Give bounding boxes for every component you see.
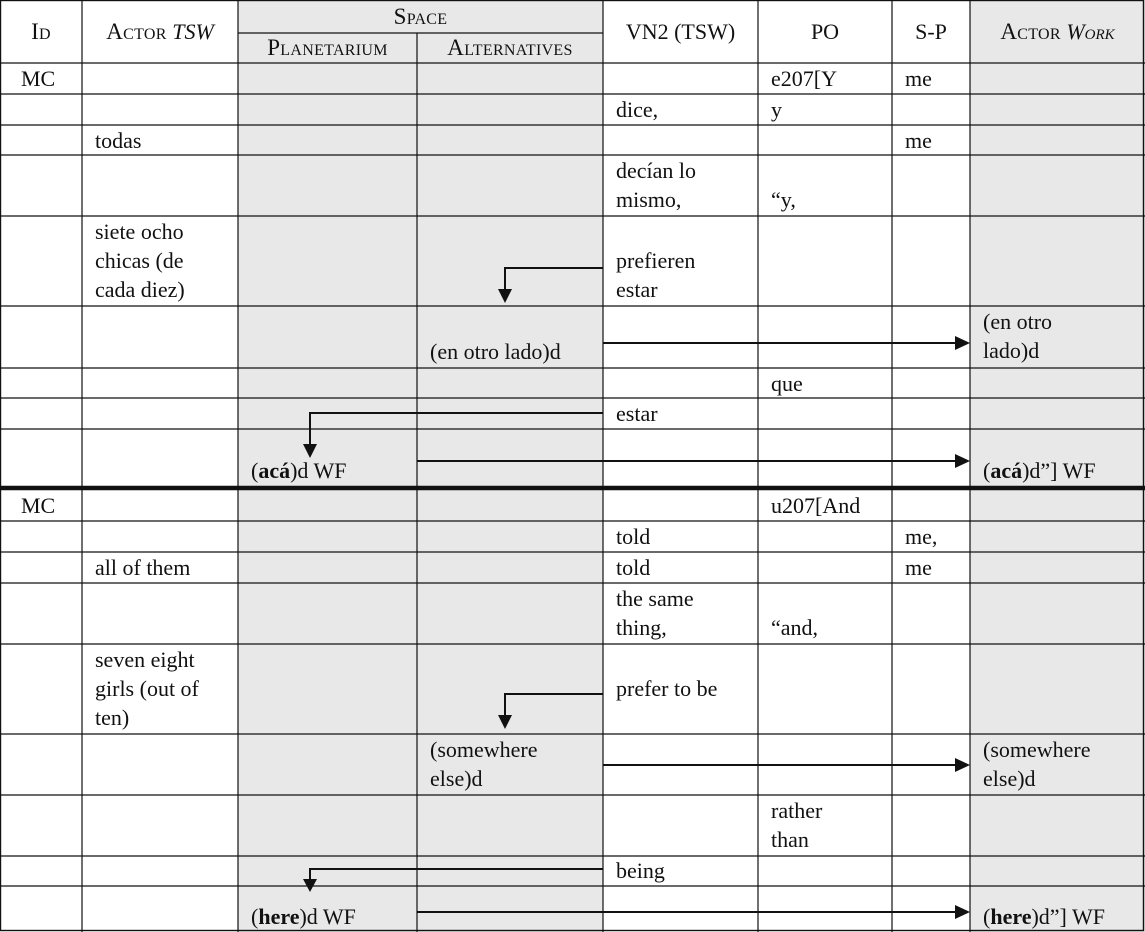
en-r6-work-line1: (somewhere bbox=[983, 737, 1091, 762]
es-r1-id: MC bbox=[21, 66, 56, 91]
en-r1-po: u207[And bbox=[771, 493, 861, 518]
arrowhead-right-2 bbox=[955, 454, 970, 468]
es-r6-work-line1: (en otro bbox=[983, 309, 1053, 334]
header-planetarium: Planetarium bbox=[267, 35, 388, 60]
es-r4-po: “y, bbox=[771, 187, 796, 212]
en-r6-work-line2: else)d bbox=[983, 766, 1036, 791]
es-r4-vn2-line2: mismo, bbox=[616, 187, 682, 212]
header-actor-work-label: Actor bbox=[1000, 18, 1061, 44]
es-r3-sp: me bbox=[905, 128, 932, 153]
en-r7-po-line1: rather bbox=[771, 798, 823, 823]
en-r7-po-line2: than bbox=[771, 827, 809, 852]
header-alternatives: Alternatives bbox=[447, 35, 573, 60]
header-actor-tsw bbox=[82, 0, 238, 63]
es-r7-po: que bbox=[771, 371, 803, 396]
en-r4-vn2-line2: thing, bbox=[616, 615, 667, 640]
header-actor-work-em: Work bbox=[1066, 18, 1115, 44]
en-r9-work-pre: ( bbox=[983, 904, 991, 929]
en-r5-actor-line2: girls (out of bbox=[95, 676, 199, 701]
es-r9-plan-bold: acá bbox=[258, 458, 291, 483]
en-r3-sp: me bbox=[905, 555, 932, 580]
es-r9-planetarium bbox=[238, 456, 360, 485]
en-r3-actor: all of them bbox=[95, 555, 191, 580]
header-id: Id bbox=[31, 18, 51, 44]
es-r1-po: e207[Y bbox=[771, 66, 837, 91]
en-r9-work-post: )d”] WF bbox=[1031, 904, 1105, 929]
en-r3-vn2: told bbox=[616, 555, 651, 580]
es-r5-actor-line3: cada diez) bbox=[95, 277, 185, 302]
arrowhead-right-1 bbox=[955, 336, 970, 350]
header-actor-work bbox=[970, 0, 1145, 63]
en-r6-alt-line2: else)d bbox=[430, 766, 483, 791]
header-po: PO bbox=[810, 18, 840, 44]
es-r9-plan-pre: ( bbox=[251, 458, 259, 483]
en-r9-work-bold: here bbox=[990, 904, 1032, 929]
header-vn2: VN2 (TSW) bbox=[625, 18, 736, 44]
en-r9-plan-bold: here bbox=[258, 904, 300, 929]
header-actor-tsw-em: TSW bbox=[172, 18, 214, 44]
es-r8-vn2: estar bbox=[616, 401, 658, 426]
es-r6-work-line2: lado)d bbox=[983, 338, 1040, 363]
en-r8-vn2: being bbox=[616, 858, 665, 883]
en-r9-plan-post: )d WF bbox=[299, 904, 356, 929]
en-r4-vn2-line1: the same bbox=[616, 586, 694, 611]
es-r5-actor-line2: chicas (de bbox=[95, 248, 184, 273]
en-r5-actor-line3: ten) bbox=[95, 705, 130, 730]
en-r2-sp: me, bbox=[905, 524, 938, 549]
en-r9-work bbox=[970, 902, 1118, 931]
en-r9-planetarium bbox=[238, 902, 369, 931]
en-r1-id: MC bbox=[21, 493, 56, 518]
es-r2-po: y bbox=[771, 97, 782, 122]
es-r9-work bbox=[970, 456, 1109, 485]
header-actor-tsw-label: Actor bbox=[106, 18, 167, 44]
es-r9-work-post: )d”] WF bbox=[1022, 458, 1096, 483]
es-r9-work-bold: acá bbox=[990, 458, 1023, 483]
es-r9-plan-post: )d WF bbox=[290, 458, 347, 483]
es-r4-vn2-line1: decían lo bbox=[616, 158, 697, 183]
en-r6-alt-line1: (somewhere bbox=[430, 737, 538, 762]
es-r2-vn2: dice, bbox=[616, 97, 659, 122]
es-r3-actor: todas bbox=[95, 128, 142, 153]
header-sp: S-P bbox=[915, 18, 947, 44]
en-r2-vn2: told bbox=[616, 524, 651, 549]
en-r5-vn2: prefer to be bbox=[616, 676, 718, 701]
es-r5-vn2-line2: estar bbox=[616, 277, 658, 302]
en-r5-actor-line1: seven eight bbox=[95, 647, 195, 672]
es-r6-alternatives: (en otro lado)d bbox=[430, 339, 561, 364]
en-r4-po: “and, bbox=[771, 615, 819, 640]
es-r9-work-pre: ( bbox=[983, 458, 991, 483]
en-r9-plan-pre: ( bbox=[251, 904, 259, 929]
es-r1-sp: me bbox=[905, 66, 932, 91]
arrowhead-right-3 bbox=[955, 758, 970, 772]
es-r5-actor-line1: siete ocho bbox=[95, 219, 184, 244]
header-space: Space bbox=[393, 3, 448, 29]
arrowhead-right-4 bbox=[955, 905, 970, 919]
es-r5-vn2-line1: prefieren bbox=[616, 248, 696, 273]
